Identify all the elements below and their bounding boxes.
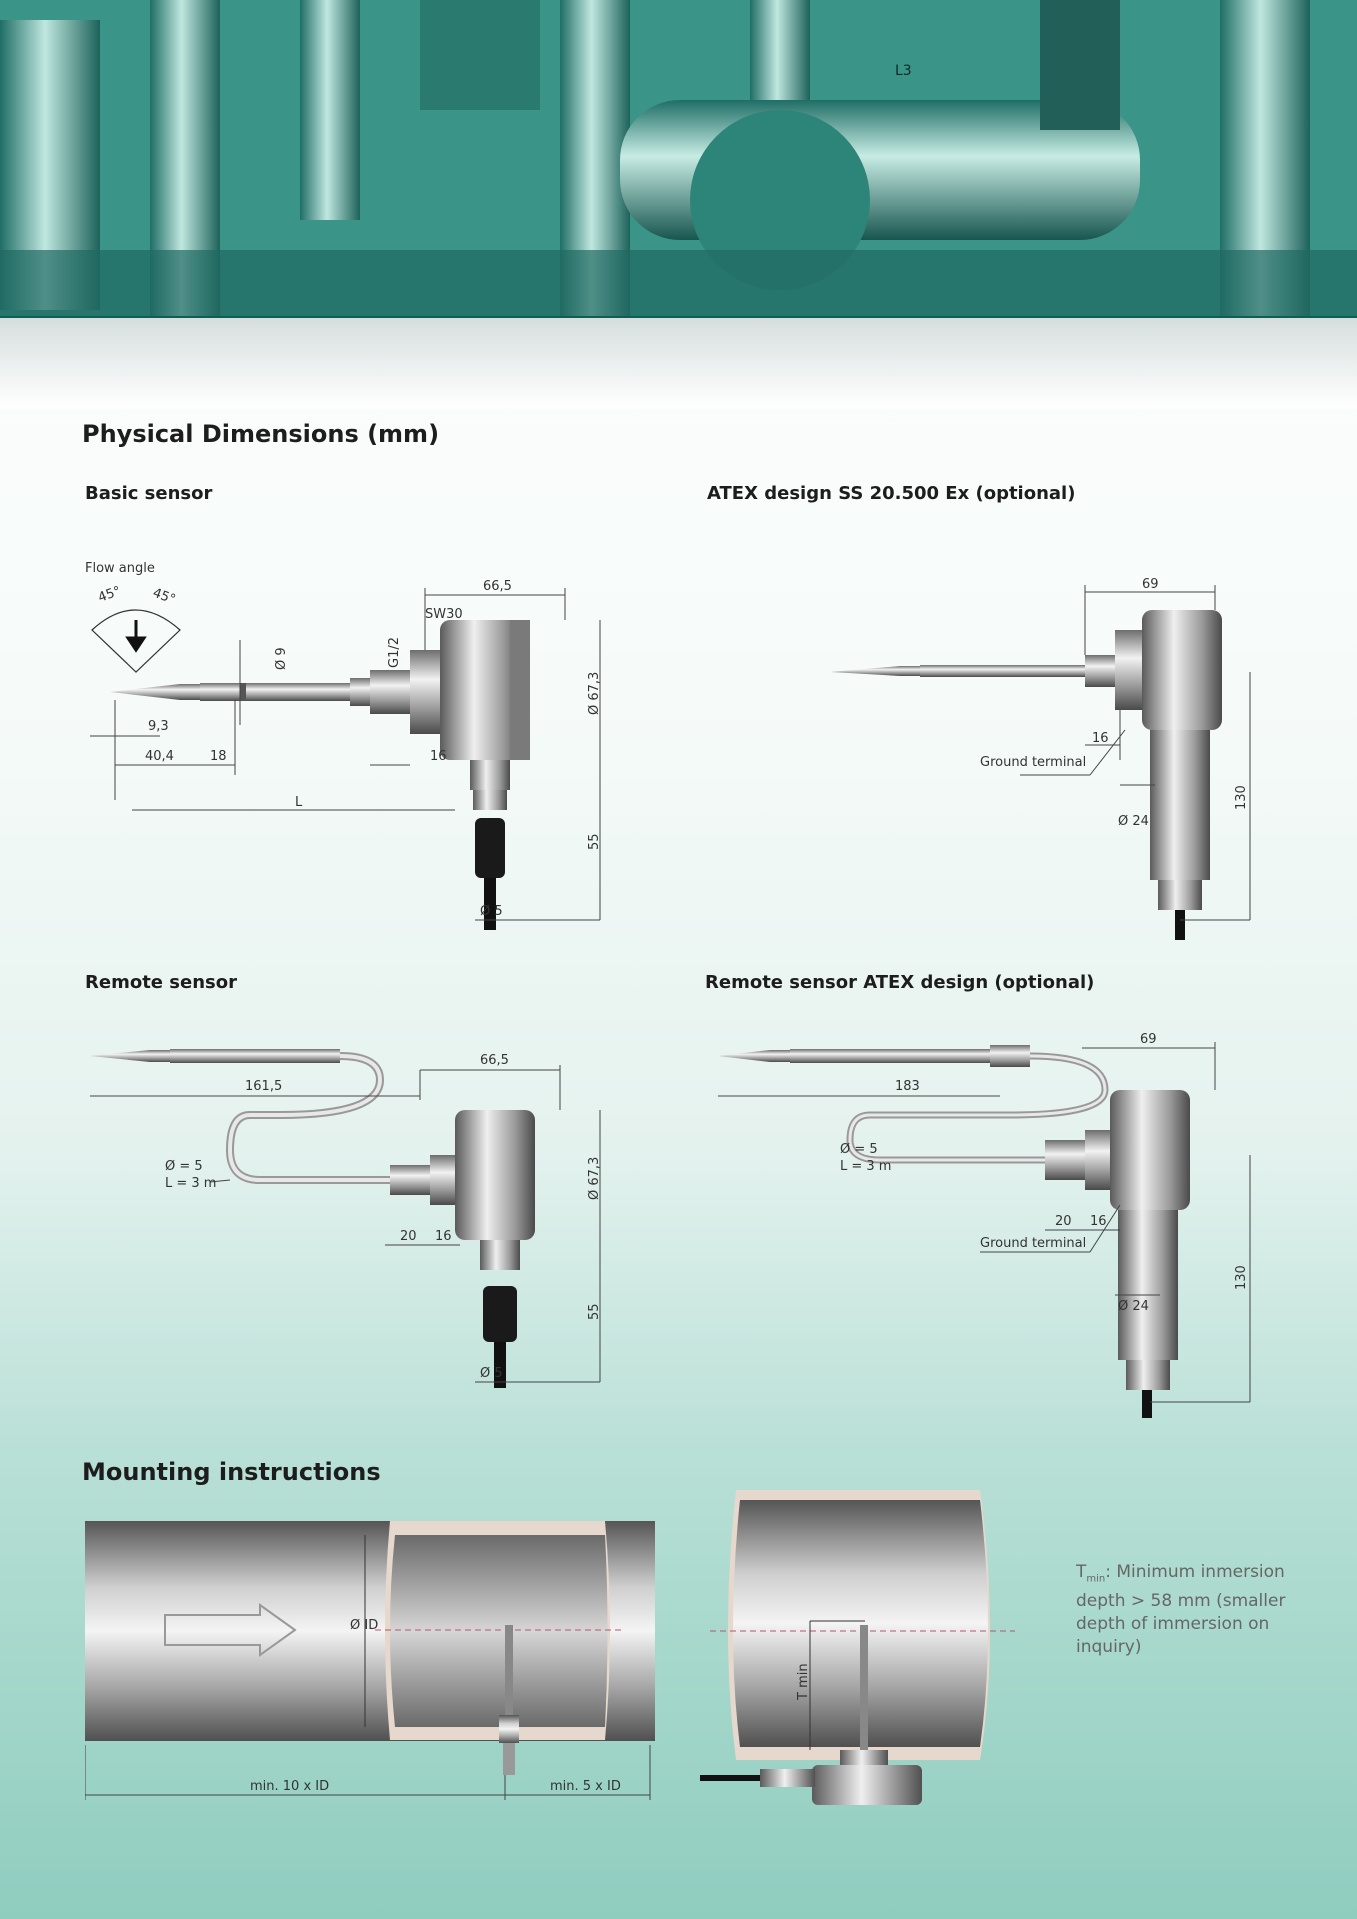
basic-sensor-drawing <box>80 550 640 940</box>
remote-cable <box>230 1056 400 1180</box>
angle-right-label: 45° <box>150 585 178 608</box>
atex-tube <box>1118 1210 1178 1360</box>
connector <box>470 760 510 790</box>
upstream-distance: min. 10 x ID <box>250 1779 330 1794</box>
note-text: : Minimum inmersion depth > 58 mm (smaller depth of immersion on inquiry) <box>1076 1562 1286 1658</box>
dim-16: 16 <box>1092 731 1109 746</box>
atex-sensor-drawing <box>820 570 1270 950</box>
dim-130: 130 <box>1234 1265 1249 1290</box>
probe-rod <box>920 665 1085 677</box>
thread-g12 <box>370 670 410 714</box>
dim-40-4: 40,4 <box>145 749 174 764</box>
dim-69: 69 <box>1140 1032 1157 1047</box>
dim-o5: Ø 5 <box>480 904 503 919</box>
dim-o24: Ø 24 <box>1118 814 1149 829</box>
note-prefix: T <box>1076 1562 1087 1582</box>
remote-sensor-drawing <box>80 1030 640 1410</box>
downstream-distance: min. 5 x ID <box>550 1779 621 1794</box>
sensor-housing <box>1110 1090 1190 1210</box>
dim-o67-3: Ø 67,3 <box>587 1156 602 1200</box>
sensor-housing <box>812 1765 922 1805</box>
angle-left-label: 45° <box>96 583 124 606</box>
dim-55: 55 <box>587 833 602 850</box>
dim-o5: Ø 5 <box>480 1366 503 1381</box>
ground-terminal-label: Ground terminal <box>980 1236 1087 1251</box>
dim-cable-length: L = 3 m <box>165 1176 217 1191</box>
ground-terminal-label: Ground terminal <box>980 755 1087 770</box>
mounting-horizontal-pipe <box>85 1515 665 1805</box>
dim-cable-diameter: Ø = 5 <box>840 1142 878 1157</box>
sensor-housing <box>455 1110 535 1240</box>
dim-g12: G1/2 <box>387 637 402 668</box>
dim-18: 18 <box>210 749 227 764</box>
dim-183: 183 <box>895 1079 920 1094</box>
basic-sensor-title: Basic sensor <box>85 483 213 504</box>
arrow-down-icon <box>128 620 144 650</box>
banner-label: L3 <box>895 63 912 79</box>
dim-sw30: SW30 <box>425 607 463 622</box>
dim-20: 20 <box>1055 1214 1072 1229</box>
immersion-note <box>1076 1561 1336 1659</box>
cable <box>494 1342 506 1388</box>
dim-130: 130 <box>1234 785 1249 810</box>
industrial-pipes-image <box>0 0 1357 318</box>
header-photo <box>0 0 1357 318</box>
banner-fade <box>0 318 1357 408</box>
dim-o67-3: Ø 67,3 <box>587 671 602 715</box>
remote-atex-drawing <box>710 1030 1270 1430</box>
dim-cable-diameter: Ø = 5 <box>165 1159 203 1174</box>
atex-tube <box>1150 730 1210 880</box>
probe-rod <box>200 683 350 701</box>
cable-plug <box>483 1286 517 1342</box>
dim-o24: Ø 24 <box>1118 1299 1149 1314</box>
dim-66-5: 66,5 <box>483 579 512 594</box>
id-label: Ø ID <box>350 1618 379 1633</box>
dim-o9: Ø 9 <box>274 647 289 670</box>
probe <box>860 1625 868 1750</box>
dim-l: L <box>295 795 303 810</box>
flow-angle-label: Flow angle <box>85 561 155 576</box>
page-title: Physical Dimensions (mm) <box>82 420 440 448</box>
mounting-title: Mounting instructions <box>82 1458 381 1486</box>
cable-plug <box>475 818 505 878</box>
probe <box>505 1625 513 1715</box>
dim-cable-length: L = 3 m <box>840 1159 892 1174</box>
dim-161-5: 161,5 <box>245 1079 283 1094</box>
dim-9-3: 9,3 <box>148 719 169 734</box>
remote-sensor-title: Remote sensor <box>85 972 237 993</box>
tmin-label: T min <box>796 1663 811 1700</box>
note-sub: min <box>1086 1573 1106 1585</box>
sensor-housing <box>1142 610 1222 730</box>
dim-55: 55 <box>587 1303 602 1320</box>
dim-16: 16 <box>430 749 447 764</box>
remote-atex-title: Remote sensor ATEX design (optional) <box>705 972 1095 993</box>
mounting-pipe-section <box>700 1485 1020 1805</box>
dim-16: 16 <box>435 1229 452 1244</box>
dim-66-5: 66,5 <box>480 1053 509 1068</box>
dim-69: 69 <box>1142 577 1159 592</box>
atex-sensor-title: ATEX design SS 20.500 Ex (optional) <box>707 483 1076 504</box>
dim-16: 16 <box>1090 1214 1107 1229</box>
dim-20: 20 <box>400 1229 417 1244</box>
probe-tip <box>110 684 200 700</box>
cable <box>1175 910 1185 940</box>
cable <box>700 1775 770 1781</box>
